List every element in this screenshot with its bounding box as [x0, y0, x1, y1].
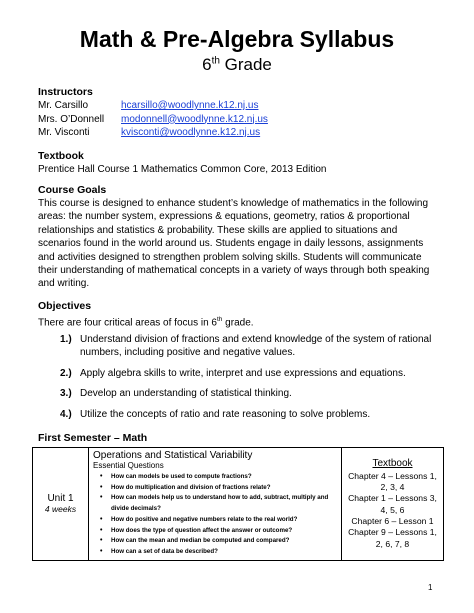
list-item: • How do positive and negative numbers relate to the real world? [111, 515, 337, 526]
grade-number: 6 [202, 55, 212, 74]
topic-cell [89, 448, 342, 561]
instructors-heading: Instructors [38, 86, 93, 98]
grade-word: Grade [224, 55, 272, 74]
unit-cell [33, 448, 89, 561]
objective-item [60, 408, 440, 421]
objective-number: 1.) [60, 334, 72, 345]
objective-text: Develop an understanding of statistical thinking. [80, 388, 292, 400]
instructor-name: Mr. Visconti [38, 127, 90, 138]
list-item: • How can the mean and median be computed and compared? [111, 536, 337, 547]
objectives-intro-post: grade. [222, 317, 254, 329]
first-semester-heading: First Semester – Math [38, 432, 148, 444]
instructors-list [38, 99, 268, 140]
instructor-row [38, 99, 268, 113]
textbook-heading: Textbook [38, 150, 84, 162]
textbook-text: Prentice Hall Course 1 Mathematics Common Core, 2013 Edition [38, 164, 327, 175]
list-item: • How can models be used to compute fractions? [111, 472, 337, 483]
page-number: 1 [428, 583, 433, 592]
essential-questions-label: Essential Questions [93, 461, 164, 470]
first-semester-table [32, 447, 444, 561]
objectives-heading: Objectives [38, 300, 92, 312]
list-item: • How do multiplication and division of fractions relate? [111, 483, 337, 494]
grade-suffix: th [211, 55, 220, 67]
objective-item [60, 387, 440, 400]
essential-questions-list [93, 472, 337, 558]
unit-duration: 4 weeks [44, 504, 77, 515]
objectives-intro-pre: There are four critical areas of focus in 6 [38, 317, 217, 329]
objective-text: Apply algebra skills to write, interpret and use expressions and equations. [80, 367, 406, 379]
unit-topic: Operations and Statistical Variability [93, 450, 253, 461]
instructor-email-link[interactable]: kvisconti@woodlynne.k12.nj.us [121, 127, 261, 138]
textbook-lesson-line: Chapter 6 – Lesson 1 [351, 515, 434, 526]
instructor-name: Mr. Carsillo [38, 100, 89, 111]
course-goals-text: This course is designed to enhance student’s knowledge of mathematics in the following areas: the number system, expressions & equations, geometry, ratios & proportional relationships and statistics & probability. These skills are applied to situations and scenarios found in the world around us. Students engage in daily lessons, assignments and activities designed to strengthen problem solving skills. Students will communicate their understanding of mathematical concepts in a variety of ways through both speaking and writing. [38, 198, 430, 290]
objective-text: Utilize the concepts of ratio and rate reasoning to solve problems. [80, 408, 371, 420]
textbook-lesson-line: Chapter 4 – Lessons 1, 2, 3, 4 [348, 470, 437, 493]
objective-item [60, 333, 440, 360]
textbook-lessons-label: Textbook [372, 457, 413, 469]
instructor-name: Mrs. O’Donnell [38, 113, 105, 125]
objectives-intro [38, 314, 254, 330]
instructor-email-link[interactable]: hcarsillo@woodlynne.k12.nj.us [121, 100, 259, 111]
textbook-lesson-line: Chapter 1 – Lessons 3, 4, 5, 6 [348, 493, 437, 515]
course-goals-heading: Course Goals [38, 184, 107, 196]
instructor-email-link[interactable]: modonnell@woodlynne.k12.nj.us [121, 113, 268, 125]
unit-name: Unit 1 [47, 493, 74, 505]
list-item: • How does the type of question affect the answer or outcome? [111, 526, 337, 537]
objective-number: 3.) [60, 388, 72, 400]
objective-number: 4.) [60, 408, 72, 420]
grade-subtitle [0, 55, 474, 75]
objective-number: 2.) [60, 367, 72, 379]
list-item: • How can models help us to understand how to add, subtract, multiply and divide decimals? [111, 493, 337, 514]
table-row [33, 448, 444, 561]
objectives-list [60, 333, 440, 428]
objective-item [60, 367, 440, 380]
textbook-lesson-line: Chapter 9 – Lessons 1, 2, 6, 7, 8 [348, 527, 437, 549]
textbook-lessons-cell [342, 448, 444, 561]
objectives-intro-sup: th [216, 316, 223, 323]
page-title: Math & Pre-Algebra Syllabus [79, 26, 395, 52]
list-item: • How can a set of data be described? [111, 547, 337, 558]
objective-text: Understand division of fractions and extend knowledge of the system of rational numbers, including positive and negative values. [80, 334, 432, 359]
instructor-row [38, 126, 268, 140]
instructor-row [38, 113, 268, 127]
